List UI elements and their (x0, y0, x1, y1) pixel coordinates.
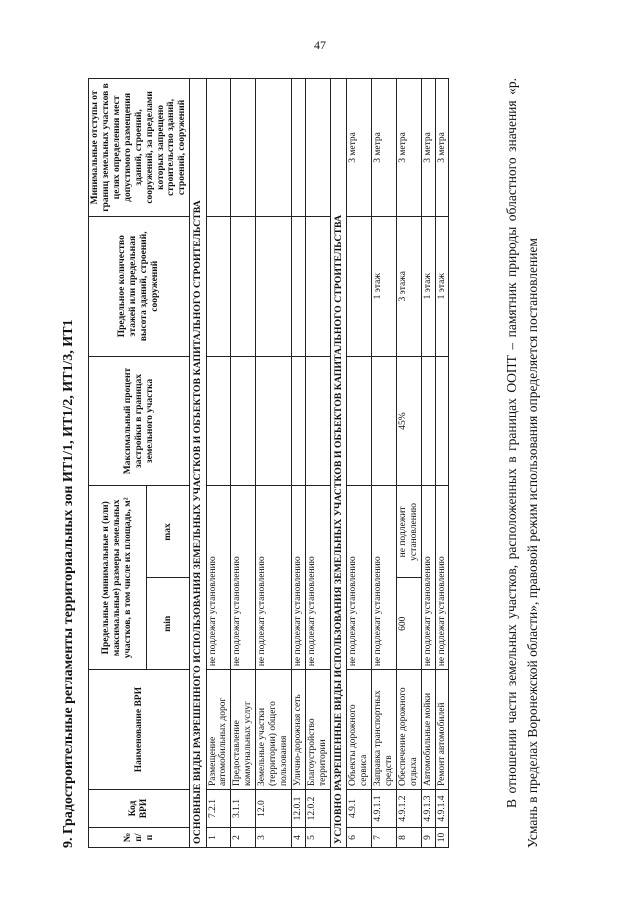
cell-setback (256, 79, 292, 217)
table-row (421, 79, 435, 848)
cell-num: 2 (231, 828, 256, 848)
cell-name: Обеспечение дорожного отдыха (396, 670, 421, 790)
cell-code: 7.2.1 (206, 790, 231, 828)
header-num: № п/п (89, 828, 190, 848)
cell-floors (206, 216, 231, 356)
cell-name: Земельные участки (территории) общего пользования (256, 670, 292, 790)
table-row (347, 79, 372, 848)
cell-name: Предоставление коммунальных услуг (231, 670, 256, 790)
section-row-conditional (330, 79, 346, 848)
header-code: Код ВРИ (89, 790, 190, 828)
cell-floors (256, 216, 292, 356)
cell-setback: 3 метра (435, 79, 449, 217)
cell-code: 4.9.1.2 (396, 790, 421, 828)
cell-setback: 3 метра (421, 79, 435, 217)
cell-name: Автомобильные мойки (421, 670, 435, 790)
body-paragraph: В отношении части земельных участков, расположенных в границах ООПТ – памятник природы областного значения «р. Усмань в пределах Воронежской области», правовой режим использования определяется постановлением (504, 78, 540, 848)
cell-floors (347, 216, 372, 356)
cell-code: 4.9.1.3 (421, 790, 435, 828)
cell-size: не подлежат установлению (206, 486, 231, 670)
cell-setback: 3 метра (396, 79, 421, 217)
cell-num: 4 (292, 828, 306, 848)
cell-code: 4.9.1.4 (435, 790, 449, 828)
cell-name: Размещение автомобильных дорог (206, 670, 231, 790)
cell-percent (435, 356, 449, 486)
cell-setback: 3 метра (347, 79, 372, 217)
cell-num: 6 (347, 828, 372, 848)
header-row (89, 79, 147, 848)
header-size-group: Предельные (минимальные и (или) максимальные) размеры земельных участков, в том числе их площадь, м² (89, 486, 147, 670)
table-row (256, 79, 292, 848)
cell-name: Заправка транспортных средств (371, 670, 396, 790)
section-row-main (190, 79, 206, 848)
rotated-page (58, 68, 578, 858)
table-row (435, 79, 449, 848)
cell-percent (206, 356, 231, 486)
header-percent: Максимальный процент застройки в границах земельного участка (89, 356, 190, 486)
cell-percent: 45% (396, 356, 421, 486)
cell-percent (347, 356, 372, 486)
cell-size: не подлежат установлению (231, 486, 256, 670)
section-title: 9. Градостроительные регламенты территориальных зон ИТ1/1, ИТ1/2, ИТ1/3, ИТ1 (61, 319, 76, 848)
cell-floors (305, 216, 330, 356)
cell-num: 5 (305, 828, 330, 848)
cell-min: 600 (396, 578, 421, 670)
cell-size: не подлежат установлению (292, 486, 306, 670)
cell-size: не подлежат установлению (347, 486, 372, 670)
cell-num: 3 (256, 828, 292, 848)
cell-floors (231, 216, 256, 356)
table-row (396, 79, 421, 848)
cell-percent (305, 356, 330, 486)
cell-max: не подлежит установлению (396, 486, 421, 578)
cell-size: не подлежат установлению (371, 486, 396, 670)
cell-name: Благоустройство территории (305, 670, 330, 790)
cell-percent (292, 356, 306, 486)
cell-percent (371, 356, 396, 486)
section-conditional-label: УСЛОВНО РАЗРЕШЕННЫЕ ВИДЫ ИСПОЛЬЗОВАНИЯ ЗЕМЕЛЬНЫХ УЧАСТКОВ И ОБЪЕКТОВ КАПИТАЛЬНОГО СТРОИТЕЛЬСТВА (330, 79, 346, 848)
cell-num: 9 (421, 828, 435, 848)
table-row (292, 79, 306, 848)
cell-floors: 1 этаж (435, 216, 449, 356)
cell-name: Объекты дорожного сервиса (347, 670, 372, 790)
cell-size: не подлежат установлению (421, 486, 435, 670)
header-name: Наименование ВРИ (89, 670, 190, 790)
table-row (305, 79, 330, 848)
table-row (206, 79, 231, 848)
cell-num: 7 (371, 828, 396, 848)
header-max: max (147, 486, 190, 578)
cell-percent (421, 356, 435, 486)
cell-size: не подлежат установлению (256, 486, 292, 670)
cell-num: 10 (435, 828, 449, 848)
cell-name: Ремонт автомобилей (435, 670, 449, 790)
cell-size: не подлежат установлению (435, 486, 449, 670)
cell-setback (305, 79, 330, 217)
cell-code: 12.0.2 (305, 790, 330, 828)
cell-floors (292, 216, 306, 356)
header-min: min (147, 578, 190, 670)
cell-code: 12.0 (256, 790, 292, 828)
table-row (231, 79, 256, 848)
page-number: 47 (314, 38, 326, 52)
regulations-table (88, 78, 449, 848)
cell-setback (292, 79, 306, 217)
cell-floors: 1 этаж (371, 216, 396, 356)
cell-size: не подлежат установлению (305, 486, 330, 670)
cell-percent (256, 356, 292, 486)
cell-code: 4.9.1 (347, 790, 372, 828)
cell-setback (231, 79, 256, 217)
cell-percent (231, 356, 256, 486)
section-main-label: ОСНОВНЫЕ ВИДЫ РАЗРЕШЕННОГО ИСПОЛЬЗОВАНИЯ ЗЕМЕЛЬНЫХ УЧАСТКОВ И ОБЪЕКТОВ КАПИТАЛЬНОГО СТРОИТЕЛЬСТВА (190, 79, 206, 848)
header-setback: Минимальные отступы от границ земельных участков в целях определения мест допустимого размещения зданий, строений, сооружений, за пределами которых запрещено строительство зданий, строений, сооружений (89, 79, 190, 217)
cell-code: 12.0.1 (292, 790, 306, 828)
cell-code: 4.9.1.1 (371, 790, 396, 828)
cell-setback: 3 метра (371, 79, 396, 217)
cell-floors: 1 этаж (421, 216, 435, 356)
cell-num: 1 (206, 828, 231, 848)
table-row (371, 79, 396, 848)
cell-floors: 3 этажа (396, 216, 421, 356)
cell-name: Улично-дорожная сеть (292, 670, 306, 790)
header-floors: Предельное количество этажей или предельная высота зданий, строений, сооружений (89, 216, 190, 356)
cell-num: 8 (396, 828, 421, 848)
cell-code: 3.1.1 (231, 790, 256, 828)
cell-setback (206, 79, 231, 217)
